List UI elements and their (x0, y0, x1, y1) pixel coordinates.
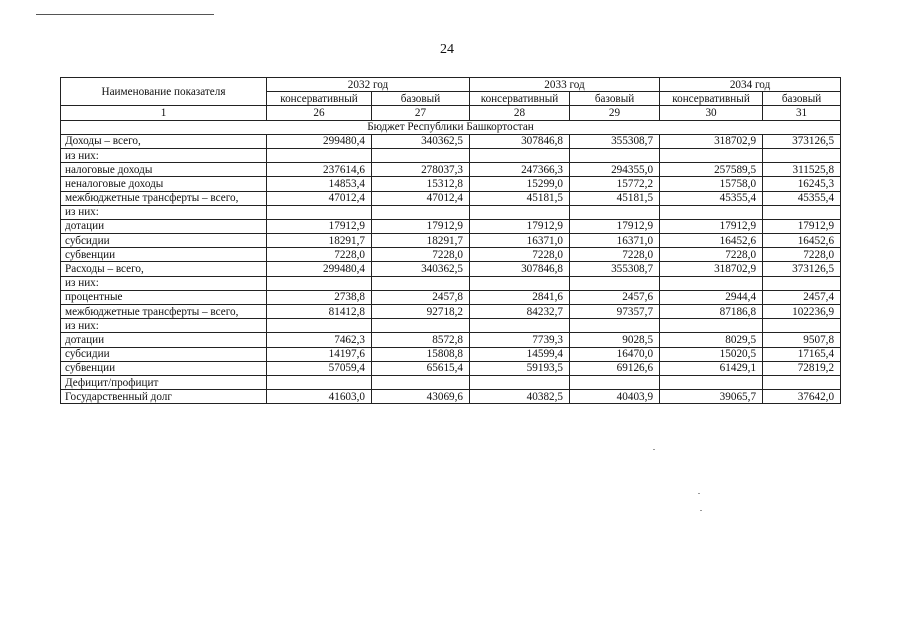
scenario-header: базовый (570, 92, 660, 106)
row-value: 47012,4 (267, 191, 372, 205)
row-value: 2457,6 (570, 290, 660, 304)
row-value: 14853,4 (267, 177, 372, 191)
year-header-2032: 2032 год (267, 78, 470, 92)
row-value: 17912,9 (660, 219, 763, 233)
row-label: налоговые доходы (61, 163, 267, 177)
row-value: 17912,9 (470, 219, 570, 233)
row-value: 16452,6 (763, 234, 841, 248)
row-value: 39065,7 (660, 390, 763, 404)
scenario-header: консервативный (470, 92, 570, 106)
row-value (267, 148, 372, 162)
row-value: 299480,4 (267, 134, 372, 148)
row-value: 7228,0 (470, 248, 570, 262)
row-value: 57059,4 (267, 361, 372, 375)
row-value (470, 319, 570, 333)
row-label: дотации (61, 333, 267, 347)
row-value (372, 375, 470, 389)
table-row (61, 163, 841, 177)
row-label: из них: (61, 276, 267, 290)
table-row (61, 148, 841, 162)
section-title: Бюджет Республики Башкортостан (61, 120, 841, 134)
row-value: 7228,0 (660, 248, 763, 262)
row-label: из них: (61, 148, 267, 162)
row-value: 69126,6 (570, 361, 660, 375)
row-label: дотации (61, 219, 267, 233)
row-label: межбюджетные трансферты – всего, (61, 191, 267, 205)
table-row (61, 375, 841, 389)
table-row (61, 333, 841, 347)
row-value: 2457,8 (372, 290, 470, 304)
page-number: 24 (440, 42, 454, 57)
row-value (570, 319, 660, 333)
table-row (61, 219, 841, 233)
row-value (660, 148, 763, 162)
row-value: 311525,8 (763, 163, 841, 177)
row-value: 2457,4 (763, 290, 841, 304)
row-value (372, 276, 470, 290)
column-number: 26 (267, 106, 372, 120)
column-number: 27 (372, 106, 470, 120)
row-value: 15020,5 (660, 347, 763, 361)
table-row (61, 347, 841, 361)
row-value: 45181,5 (570, 191, 660, 205)
row-value: 8572,8 (372, 333, 470, 347)
row-value: 17912,9 (763, 219, 841, 233)
column-number: 1 (61, 106, 267, 120)
row-value: 61429,1 (660, 361, 763, 375)
row-value: 373126,5 (763, 134, 841, 148)
row-value: 15312,8 (372, 177, 470, 191)
row-value (660, 319, 763, 333)
row-value: 278037,3 (372, 163, 470, 177)
column-number: 31 (763, 106, 841, 120)
row-value (570, 276, 660, 290)
row-value (570, 148, 660, 162)
row-value: 8029,5 (660, 333, 763, 347)
row-value: 16245,3 (763, 177, 841, 191)
row-value: 45181,5 (470, 191, 570, 205)
row-value: 2841,6 (470, 290, 570, 304)
row-value (372, 148, 470, 162)
row-value: 40403,9 (570, 390, 660, 404)
table-row (61, 234, 841, 248)
row-value: 340362,5 (372, 262, 470, 276)
row-value: 18291,7 (267, 234, 372, 248)
row-value: 102236,9 (763, 305, 841, 319)
row-value: 47012,4 (372, 191, 470, 205)
row-value: 45355,4 (763, 191, 841, 205)
row-value: 40382,5 (470, 390, 570, 404)
row-value: 9507,8 (763, 333, 841, 347)
table-row (61, 390, 841, 404)
row-value (660, 205, 763, 219)
row-value: 7228,0 (267, 248, 372, 262)
top-rule (36, 14, 214, 15)
row-value: 81412,8 (267, 305, 372, 319)
row-value: 16470,0 (570, 347, 660, 361)
scenario-header: консервативный (267, 92, 372, 106)
row-value: 15299,0 (470, 177, 570, 191)
row-value (660, 375, 763, 389)
row-value (763, 319, 841, 333)
row-value: 7228,0 (372, 248, 470, 262)
scenario-header: консервативный (660, 92, 763, 106)
header-row-column-numbers (61, 106, 841, 120)
row-value: 17912,9 (372, 219, 470, 233)
row-value (763, 205, 841, 219)
row-value (570, 375, 660, 389)
section-row (61, 120, 841, 134)
row-value (470, 375, 570, 389)
row-value: 318702,9 (660, 262, 763, 276)
row-value: 17165,4 (763, 347, 841, 361)
year-header-2033: 2033 год (470, 78, 660, 92)
row-value: 318702,9 (660, 134, 763, 148)
row-label: Государственный долг (61, 390, 267, 404)
row-label: из них: (61, 205, 267, 219)
header-row-years (61, 78, 841, 92)
row-value: 72819,2 (763, 361, 841, 375)
table-row (61, 205, 841, 219)
row-value (570, 205, 660, 219)
row-value (267, 375, 372, 389)
row-label: из них: (61, 319, 267, 333)
row-value: 7228,0 (763, 248, 841, 262)
name-column-header: Наименование показателя (61, 78, 267, 106)
scenario-header: базовый (763, 92, 841, 106)
scan-speck (698, 493, 700, 494)
row-value: 237614,6 (267, 163, 372, 177)
table-row (61, 319, 841, 333)
row-value: 14197,6 (267, 347, 372, 361)
table-row (61, 191, 841, 205)
row-label: субвенции (61, 361, 267, 375)
row-value: 18291,7 (372, 234, 470, 248)
row-value: 2944,4 (660, 290, 763, 304)
row-label: субсидии (61, 234, 267, 248)
row-value: 2738,8 (267, 290, 372, 304)
row-value: 17912,9 (570, 219, 660, 233)
row-value: 45355,4 (660, 191, 763, 205)
row-value (372, 205, 470, 219)
column-number: 29 (570, 106, 660, 120)
row-value: 97357,7 (570, 305, 660, 319)
row-value (763, 375, 841, 389)
row-value: 307846,8 (470, 262, 570, 276)
scan-speck (653, 449, 655, 450)
row-value: 257589,5 (660, 163, 763, 177)
row-label: субвенции (61, 248, 267, 262)
row-value (267, 205, 372, 219)
row-value (470, 205, 570, 219)
table-row (61, 276, 841, 290)
budget-table (60, 77, 841, 404)
scan-speck (700, 510, 702, 511)
scenario-header: базовый (372, 92, 470, 106)
row-value: 355308,7 (570, 262, 660, 276)
row-value: 340362,5 (372, 134, 470, 148)
row-value (372, 319, 470, 333)
row-label: Дефицит/профицит (61, 375, 267, 389)
row-value: 15808,8 (372, 347, 470, 361)
row-value: 16371,0 (570, 234, 660, 248)
row-value: 17912,9 (267, 219, 372, 233)
table-row (61, 305, 841, 319)
table-row (61, 290, 841, 304)
row-value: 59193,5 (470, 361, 570, 375)
column-number: 28 (470, 106, 570, 120)
row-value: 9028,5 (570, 333, 660, 347)
row-value: 307846,8 (470, 134, 570, 148)
row-value: 7739,3 (470, 333, 570, 347)
table-row (61, 134, 841, 148)
row-value (763, 276, 841, 290)
row-value: 7462,3 (267, 333, 372, 347)
row-value: 15758,0 (660, 177, 763, 191)
row-value: 16371,0 (470, 234, 570, 248)
row-label: Расходы – всего, (61, 262, 267, 276)
row-value: 37642,0 (763, 390, 841, 404)
row-value (763, 148, 841, 162)
row-value: 355308,7 (570, 134, 660, 148)
row-label: Доходы – всего, (61, 134, 267, 148)
row-value: 299480,4 (267, 262, 372, 276)
row-value: 65615,4 (372, 361, 470, 375)
row-value: 15772,2 (570, 177, 660, 191)
table-row (61, 262, 841, 276)
column-number: 30 (660, 106, 763, 120)
table-row (61, 177, 841, 191)
row-label: межбюджетные трансферты – всего, (61, 305, 267, 319)
row-value (660, 276, 763, 290)
year-header-2034: 2034 год (660, 78, 841, 92)
row-value: 294355,0 (570, 163, 660, 177)
row-value: 373126,5 (763, 262, 841, 276)
row-value: 14599,4 (470, 347, 570, 361)
row-value: 87186,8 (660, 305, 763, 319)
row-value: 7228,0 (570, 248, 660, 262)
row-value (267, 319, 372, 333)
row-value: 247366,3 (470, 163, 570, 177)
row-value: 41603,0 (267, 390, 372, 404)
row-value: 84232,7 (470, 305, 570, 319)
row-value (470, 148, 570, 162)
row-value: 16452,6 (660, 234, 763, 248)
row-label: процентные (61, 290, 267, 304)
table-row (61, 361, 841, 375)
row-value (267, 276, 372, 290)
row-value (470, 276, 570, 290)
row-label: субсидии (61, 347, 267, 361)
row-value: 43069,6 (372, 390, 470, 404)
table-row (61, 248, 841, 262)
row-label: неналоговые доходы (61, 177, 267, 191)
row-value: 92718,2 (372, 305, 470, 319)
